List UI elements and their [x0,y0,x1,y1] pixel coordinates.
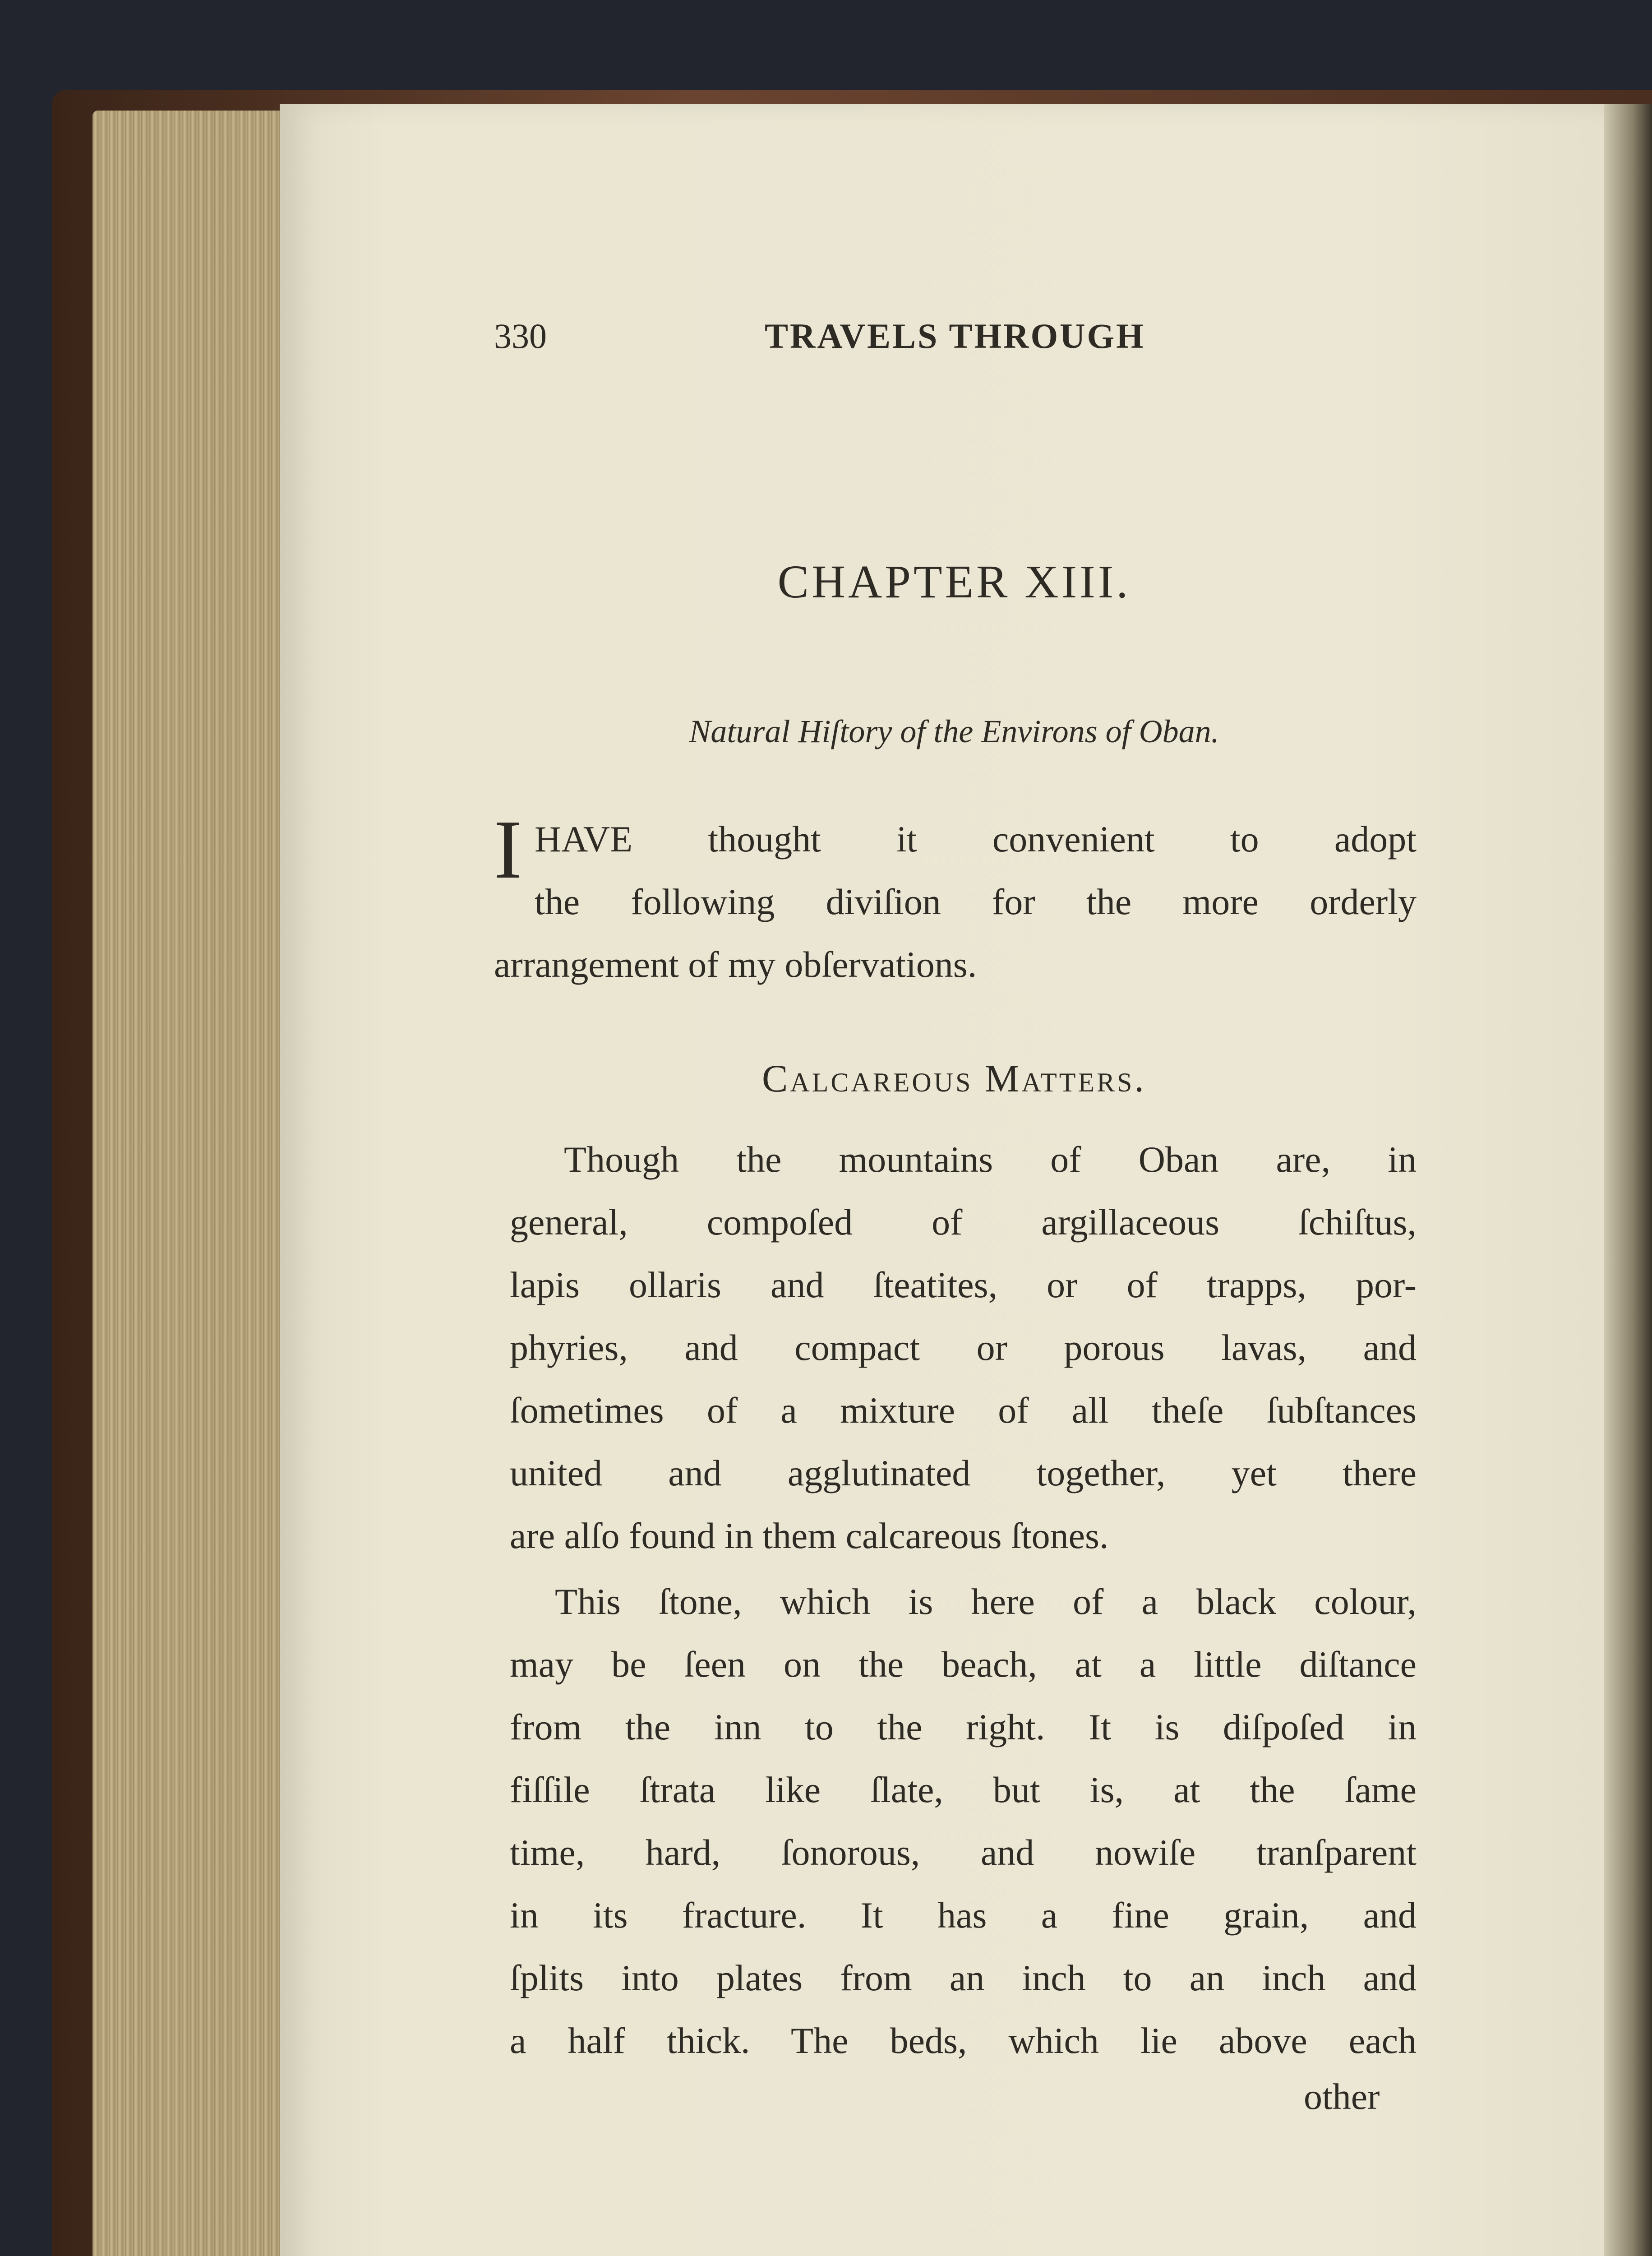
text-line: Though the mountains of Oban are, in [564,1139,1417,1180]
text-line: in its fracture. It has a fine grain, and [510,1895,1417,1936]
text-line: general, compoſed of argillaceous ſchiſtus, [510,1202,1417,1243]
text-line: are alſo found in them calcareous ſtones. [510,1515,1109,1556]
text-line: arrangement of my obſervations. [494,944,977,985]
text-line: HAVE thought it convenient to adopt [534,818,1417,860]
text-line: fiſſile ſtrata like ſlate, but is, at the ſame [510,1769,1417,1810]
text-line: may be ſeen on the beach, at a little diſtance [510,1644,1417,1685]
text-line: This ſtone, which is here of a black colour, [555,1581,1417,1622]
paragraph [510,1570,1417,2072]
intro-paragraph [494,803,1417,996]
text-line: the following diviſion for the more orderly [534,881,1417,922]
catchword: other [1304,2076,1380,2117]
text-line: united and agglutinated together, yet there [510,1452,1417,1493]
chapter-heading: CHAPTER XIII. [777,556,1131,608]
drop-cap: I [494,803,522,896]
chapter-subtitle: Natural Hiſtory of the Environs of Oban. [689,713,1219,749]
text-line: time, hard, ſonorous, and nowiſe tranſparent [510,1832,1417,1873]
paragraph [510,1128,1417,1567]
text-line: lapis ollaris and ſteatites, or of trapps, por- [510,1264,1417,1305]
text-line: a half thick. The beds, which lie above each [510,2020,1417,2061]
section-heading: Calcareous Matters. [762,1057,1146,1100]
page-number: 330 [494,316,547,356]
running-title: TRAVELS THROUGH [765,316,1145,356]
text-line: from the inn to the right. It is diſpoſed in [510,1706,1417,1747]
page-edges [92,111,282,2256]
text-line: ſometimes of a mixture of all theſe ſubſtances [510,1390,1417,1431]
book-gutter [1604,104,1652,2256]
text-line: ſplits into plates from an inch to an inch and [510,1957,1417,1998]
text-line: phyries, and compact or porous lavas, and [510,1327,1417,1368]
